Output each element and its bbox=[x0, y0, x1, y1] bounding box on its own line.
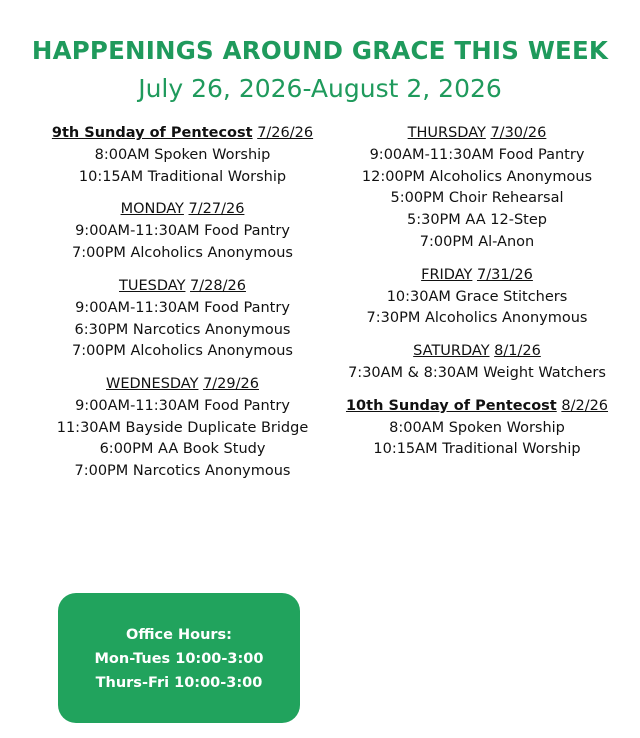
day-block-sunday-jul-26 bbox=[40, 123, 325, 188]
day-name: THURSDAY bbox=[407, 125, 486, 141]
event-item: 6:00PM AA Book Study bbox=[99, 441, 266, 458]
event-item: 11:30AM Bayside Duplicate Bridge bbox=[56, 419, 309, 436]
day-heading bbox=[332, 396, 622, 416]
day-block-sunday-aug-2 bbox=[332, 396, 622, 461]
event-item: 5:00PM Choir Rehearsal bbox=[390, 190, 564, 207]
day-block-monday bbox=[40, 199, 325, 264]
office-hours-box bbox=[58, 593, 300, 723]
day-date: 7/31/26 bbox=[476, 266, 533, 283]
day-block-friday bbox=[332, 265, 622, 330]
event-item: 7:30PM Alcoholics Anonymous bbox=[366, 310, 588, 327]
office-hours-mon-tues: Mon-Tues 10:00-3:00 bbox=[94, 651, 264, 667]
event-item: 8:00AM Spoken Worship bbox=[94, 147, 271, 163]
day-heading bbox=[40, 199, 325, 219]
day-name: 9th Sunday of Pentecost bbox=[51, 125, 253, 141]
office-hours-thurs-fri: Thurs-Fri 10:00-3:00 bbox=[95, 675, 263, 691]
page-title: HAPPENINGS AROUND GRACE THIS WEEK bbox=[31, 36, 609, 65]
event-item: 8:00AM Spoken Worship bbox=[389, 419, 565, 436]
day-date: 7/30/26 bbox=[490, 125, 547, 141]
day-block-saturday bbox=[332, 341, 622, 385]
office-hours-heading: Office Hours: bbox=[126, 627, 232, 643]
day-heading bbox=[332, 123, 622, 143]
event-item: 6:30PM Narcotics Anonymous bbox=[74, 321, 291, 338]
day-heading bbox=[332, 265, 622, 285]
event-item: 12:00PM Alcoholics Anonymous bbox=[361, 168, 593, 185]
day-heading bbox=[40, 123, 325, 143]
event-item: 10:30AM Grace Stitchers bbox=[386, 288, 568, 305]
event-item: 7:00PM Al-Anon bbox=[419, 233, 535, 250]
date-range-subtitle: July 26, 2026-August 2, 2026 bbox=[138, 74, 502, 103]
event-item: 5:30PM AA 12-Step bbox=[407, 212, 547, 229]
event-item: 10:15AM Traditional Worship bbox=[373, 441, 581, 458]
event-item: 9:00AM-11:30AM Food Pantry bbox=[75, 223, 290, 240]
day-date: 7/28/26 bbox=[190, 277, 246, 294]
event-item: 9:00AM-11:30AM Food Pantry bbox=[75, 397, 290, 414]
day-heading bbox=[40, 276, 325, 296]
day-block-tuesday bbox=[40, 276, 325, 363]
day-date: 7/26/26 bbox=[257, 125, 314, 141]
day-name: SATURDAY bbox=[413, 342, 490, 359]
day-date: 8/2/26 bbox=[561, 397, 609, 414]
day-name: 10th Sunday of Pentecost bbox=[345, 397, 557, 414]
event-item: 7:30AM & 8:30AM Weight Watchers bbox=[348, 364, 606, 381]
left-schedule-column bbox=[40, 123, 325, 494]
day-name: TUESDAY bbox=[119, 277, 186, 294]
day-heading bbox=[332, 341, 622, 361]
event-item: 7:00PM Alcoholics Anonymous bbox=[72, 343, 293, 360]
event-item: 9:00AM-11:30AM Food Pantry bbox=[369, 147, 585, 163]
event-item: 9:00AM-11:30AM Food Pantry bbox=[75, 299, 290, 316]
day-block-wednesday bbox=[40, 374, 325, 483]
day-name: WEDNESDAY bbox=[106, 375, 199, 392]
event-item: 7:00PM Alcoholics Anonymous bbox=[72, 245, 293, 262]
day-name: MONDAY bbox=[120, 201, 184, 218]
event-item: 10:15AM Traditional Worship bbox=[78, 168, 287, 185]
right-schedule-column bbox=[332, 123, 622, 472]
day-heading bbox=[40, 374, 325, 394]
day-block-thursday bbox=[332, 123, 622, 254]
day-name: FRIDAY bbox=[421, 266, 473, 283]
event-item: 7:00PM Narcotics Anonymous bbox=[74, 463, 291, 480]
day-date: 7/27/26 bbox=[188, 201, 245, 218]
day-date: 8/1/26 bbox=[494, 342, 541, 359]
day-date: 7/29/26 bbox=[203, 375, 259, 392]
